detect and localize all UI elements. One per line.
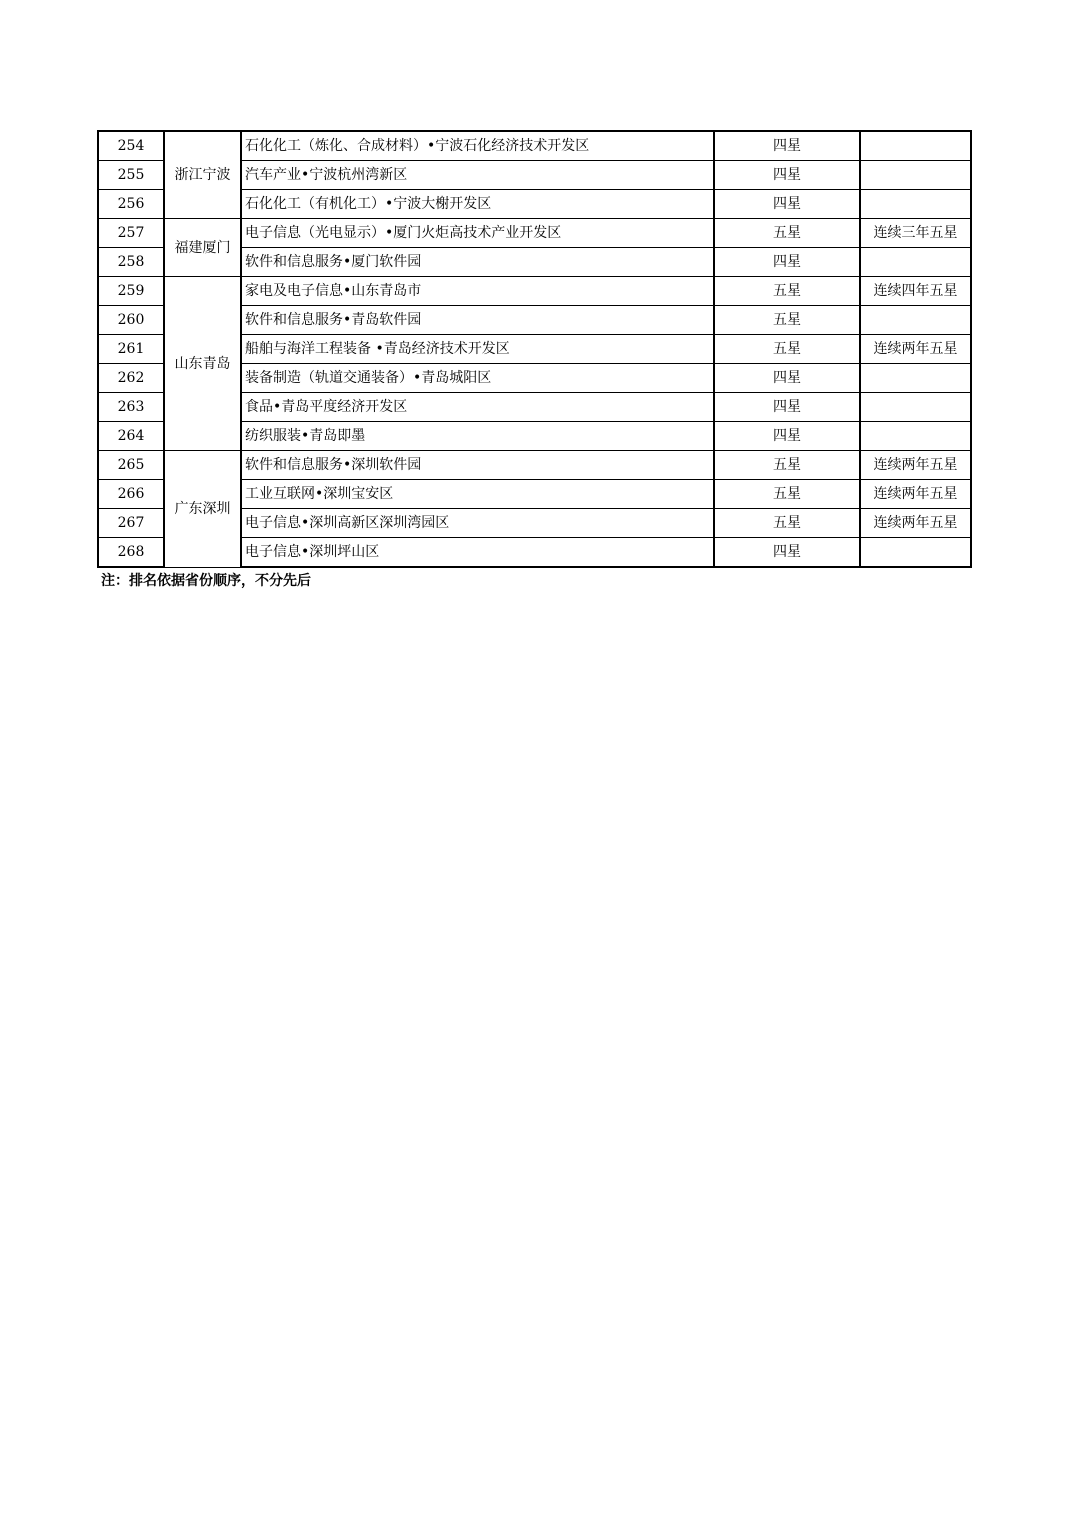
note-cell xyxy=(860,538,971,568)
province-cell: 山东青岛 xyxy=(164,277,241,451)
note-cell xyxy=(860,422,971,451)
industry-cell: 汽车产业•宁波杭州湾新区 xyxy=(241,161,714,190)
province-cell: 福建厦门 xyxy=(164,219,241,277)
footnote: 注：排名依据省份顺序，不分先后 xyxy=(101,573,311,589)
row-number: 259 xyxy=(98,277,164,306)
table-row xyxy=(98,219,971,248)
star-rating-cell: 五星 xyxy=(714,451,860,480)
industry-cell: 船舶与海洋工程装备 •青岛经济技术开发区 xyxy=(241,335,714,364)
star-rating-cell: 五星 xyxy=(714,219,860,248)
table-row xyxy=(98,277,971,306)
star-rating-cell: 五星 xyxy=(714,306,860,335)
industry-cell: 电子信息•深圳高新区深圳湾园区 xyxy=(241,509,714,538)
row-number: 267 xyxy=(98,509,164,538)
note-cell xyxy=(860,248,971,277)
industry-cell: 纺织服装•青岛即墨 xyxy=(241,422,714,451)
row-number: 263 xyxy=(98,393,164,422)
row-number: 262 xyxy=(98,364,164,393)
industry-cell: 装备制造（轨道交通装备）•青岛城阳区 xyxy=(241,364,714,393)
star-rating-cell: 五星 xyxy=(714,480,860,509)
note-cell xyxy=(860,393,971,422)
province-cell: 广东深圳 xyxy=(164,451,241,568)
industry-cell: 电子信息•深圳坪山区 xyxy=(241,538,714,568)
industry-cell: 工业互联网•深圳宝安区 xyxy=(241,480,714,509)
industry-cell: 家电及电子信息•山东青岛市 xyxy=(241,277,714,306)
table-row xyxy=(98,451,971,480)
industry-cell: 食品•青岛平度经济开发区 xyxy=(241,393,714,422)
note-cell: 连续两年五星 xyxy=(860,335,971,364)
star-rating-cell: 四星 xyxy=(714,248,860,277)
row-number: 256 xyxy=(98,190,164,219)
row-number: 255 xyxy=(98,161,164,190)
star-rating-cell: 四星 xyxy=(714,364,860,393)
star-rating-cell: 五星 xyxy=(714,277,860,306)
row-number: 261 xyxy=(98,335,164,364)
star-rating-cell: 四星 xyxy=(714,131,860,161)
row-number: 265 xyxy=(98,451,164,480)
ranking-table xyxy=(97,130,972,568)
industry-cell: 电子信息（光电显示）•厦门火炬高技术产业开发区 xyxy=(241,219,714,248)
note-cell: 连续两年五星 xyxy=(860,451,971,480)
note-cell xyxy=(860,131,971,161)
industry-cell: 石化化工（有机化工）•宁波大榭开发区 xyxy=(241,190,714,219)
star-rating-cell: 四星 xyxy=(714,393,860,422)
star-rating-cell: 四星 xyxy=(714,422,860,451)
note-cell: 连续四年五星 xyxy=(860,277,971,306)
star-rating-cell: 五星 xyxy=(714,509,860,538)
row-number: 268 xyxy=(98,538,164,568)
table-row xyxy=(98,131,971,161)
industry-cell: 软件和信息服务•深圳软件园 xyxy=(241,451,714,480)
note-cell: 连续三年五星 xyxy=(860,219,971,248)
row-number: 254 xyxy=(98,131,164,161)
star-rating-cell: 四星 xyxy=(714,538,860,568)
row-number: 264 xyxy=(98,422,164,451)
note-cell xyxy=(860,364,971,393)
province-cell: 浙江宁波 xyxy=(164,131,241,219)
row-number: 260 xyxy=(98,306,164,335)
note-cell xyxy=(860,190,971,219)
note-cell xyxy=(860,306,971,335)
note-cell: 连续两年五星 xyxy=(860,480,971,509)
row-number: 258 xyxy=(98,248,164,277)
note-cell xyxy=(860,161,971,190)
star-rating-cell: 五星 xyxy=(714,335,860,364)
row-number: 266 xyxy=(98,480,164,509)
star-rating-cell: 四星 xyxy=(714,190,860,219)
note-cell: 连续两年五星 xyxy=(860,509,971,538)
star-rating-cell: 四星 xyxy=(714,161,860,190)
industry-cell: 软件和信息服务•青岛软件园 xyxy=(241,306,714,335)
industry-cell: 石化化工（炼化、合成材料）•宁波石化经济技术开发区 xyxy=(241,131,714,161)
row-number: 257 xyxy=(98,219,164,248)
industry-cell: 软件和信息服务•厦门软件园 xyxy=(241,248,714,277)
